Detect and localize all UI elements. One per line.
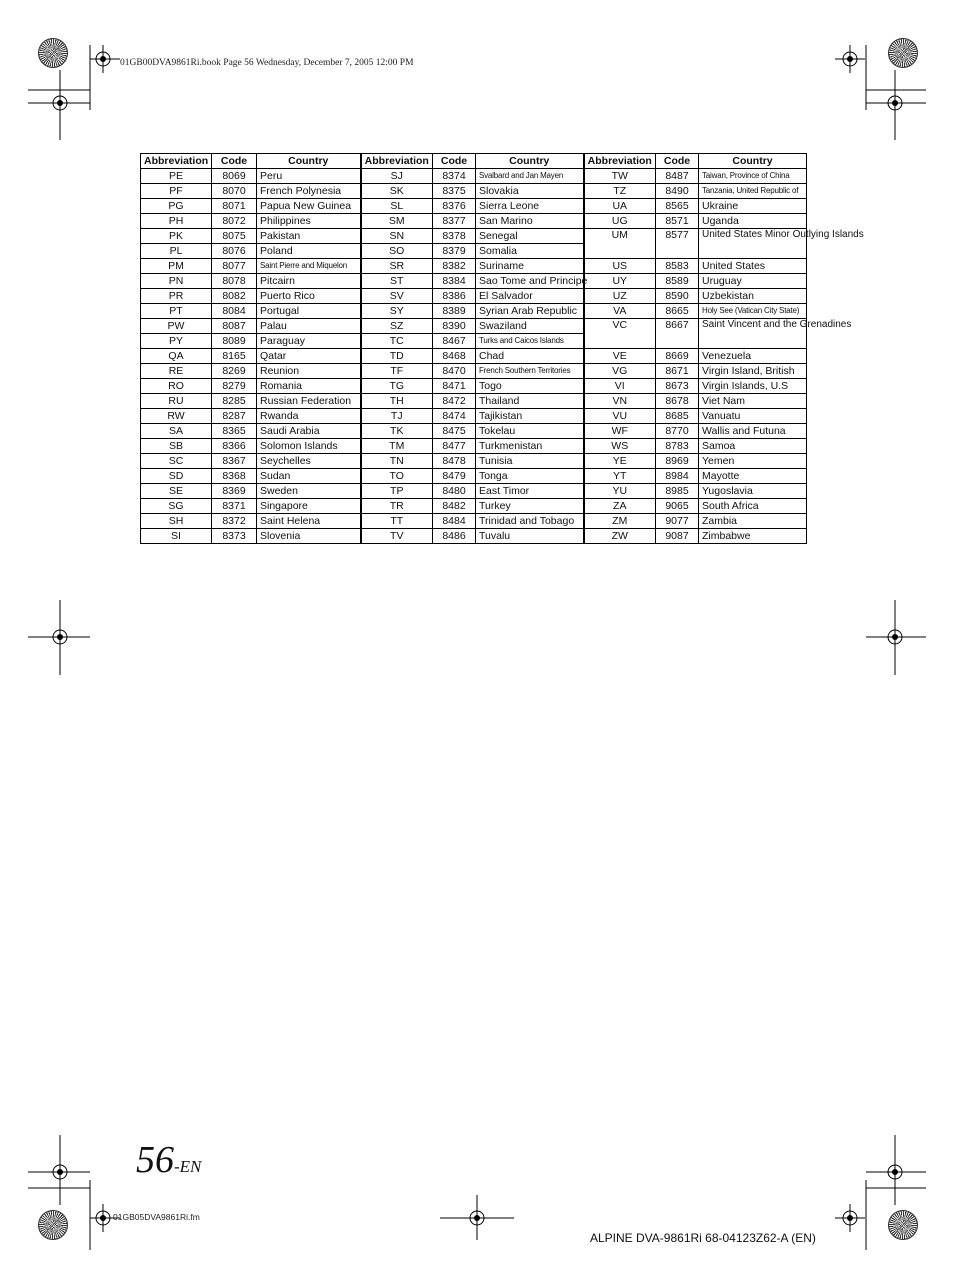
abbreviation-cell: TF — [361, 364, 433, 379]
abbreviation-cell: SR — [361, 259, 433, 274]
table-row — [141, 364, 807, 379]
column-header: Abbreviation — [141, 154, 212, 169]
country-cell: Russian Federation — [257, 394, 361, 409]
country-cell: East Timor — [476, 484, 584, 499]
code-cell: 8479 — [433, 469, 476, 484]
code-cell: 8279 — [212, 379, 257, 394]
code-cell: 8969 — [656, 454, 699, 469]
country-cell: Uganda — [699, 214, 807, 229]
code-cell: 8474 — [433, 409, 476, 424]
country-cell: Chad — [476, 349, 584, 364]
country-cell: Suriname — [476, 259, 584, 274]
country-cell: Thailand — [476, 394, 584, 409]
code-cell: 8486 — [433, 529, 476, 544]
country-cell: Svalbard and Jan Mayen — [476, 169, 584, 184]
code-cell: 8477 — [433, 439, 476, 454]
country-cell: Saint Vincent and the Grenadines — [699, 319, 807, 349]
country-cell: Reunion — [257, 364, 361, 379]
code-cell: 8372 — [212, 514, 257, 529]
code-cell: 8565 — [656, 199, 699, 214]
country-cell: Paraguay — [257, 334, 361, 349]
country-cell: Solomon Islands — [257, 439, 361, 454]
code-cell: 8070 — [212, 184, 257, 199]
abbreviation-cell: RU — [141, 394, 212, 409]
abbreviation-cell: TP — [361, 484, 433, 499]
abbreviation-cell: TK — [361, 424, 433, 439]
abbreviation-cell: RE — [141, 364, 212, 379]
code-cell: 8382 — [433, 259, 476, 274]
code-cell: 8665 — [656, 304, 699, 319]
country-cell: Rwanda — [257, 409, 361, 424]
abbreviation-cell: TZ — [584, 184, 656, 199]
country-cell: Zimbabwe — [699, 529, 807, 544]
country-cell: Taiwan, Province of China — [699, 169, 807, 184]
country-cell: Somalia — [476, 244, 584, 259]
abbreviation-cell: PW — [141, 319, 212, 334]
code-cell: 8084 — [212, 304, 257, 319]
code-cell: 8484 — [433, 514, 476, 529]
code-cell: 8667 — [656, 319, 699, 349]
table-row — [141, 319, 807, 334]
table-row — [141, 349, 807, 364]
abbreviation-cell: YE — [584, 454, 656, 469]
table-row — [141, 514, 807, 529]
country-cell: Tokelau — [476, 424, 584, 439]
abbreviation-cell: SB — [141, 439, 212, 454]
code-cell: 8072 — [212, 214, 257, 229]
country-cell: El Salvador — [476, 289, 584, 304]
code-cell: 8685 — [656, 409, 699, 424]
code-cell: 8365 — [212, 424, 257, 439]
abbreviation-cell: TT — [361, 514, 433, 529]
table-row — [141, 454, 807, 469]
code-cell: 8487 — [656, 169, 699, 184]
abbreviation-cell: SE — [141, 484, 212, 499]
code-cell: 8075 — [212, 229, 257, 244]
code-cell: 8671 — [656, 364, 699, 379]
country-cell: Togo — [476, 379, 584, 394]
country-cell: Yugoslavia — [699, 484, 807, 499]
page-number-value: 56 — [136, 1139, 174, 1181]
code-cell: 8379 — [433, 244, 476, 259]
code-cell: 8478 — [433, 454, 476, 469]
code-cell: 9077 — [656, 514, 699, 529]
country-cell: Sao Tome and Principe — [476, 274, 584, 289]
country-cell: Venezuela — [699, 349, 807, 364]
abbreviation-cell: PN — [141, 274, 212, 289]
abbreviation-cell: SG — [141, 499, 212, 514]
code-cell: 8770 — [656, 424, 699, 439]
table-row — [141, 274, 807, 289]
code-cell: 8384 — [433, 274, 476, 289]
country-cell: Pakistan — [257, 229, 361, 244]
table-row — [141, 484, 807, 499]
code-cell: 8374 — [433, 169, 476, 184]
abbreviation-cell: SA — [141, 424, 212, 439]
country-cell: Peru — [257, 169, 361, 184]
code-cell: 8472 — [433, 394, 476, 409]
code-cell: 8378 — [433, 229, 476, 244]
abbreviation-cell: UG — [584, 214, 656, 229]
country-cell: South Africa — [699, 499, 807, 514]
abbreviation-cell: PH — [141, 214, 212, 229]
country-cell: Viet Nam — [699, 394, 807, 409]
footer-model-line: ALPINE DVA-9861Ri 68-04123Z62-A (EN) — [590, 1231, 816, 1245]
abbreviation-cell: SJ — [361, 169, 433, 184]
abbreviation-cell: VI — [584, 379, 656, 394]
table-row — [141, 499, 807, 514]
abbreviation-cell: TV — [361, 529, 433, 544]
abbreviation-cell: VC — [584, 319, 656, 349]
code-cell: 8377 — [433, 214, 476, 229]
footer-filename: 01GB05DVA9861Ri.fm — [113, 1212, 200, 1222]
table-row — [141, 169, 807, 184]
abbreviation-cell: SH — [141, 514, 212, 529]
abbreviation-cell: QA — [141, 349, 212, 364]
abbreviation-cell: SO — [361, 244, 433, 259]
country-cell: Singapore — [257, 499, 361, 514]
abbreviation-cell: TD — [361, 349, 433, 364]
code-cell: 8669 — [656, 349, 699, 364]
code-cell: 8078 — [212, 274, 257, 289]
code-cell: 8985 — [656, 484, 699, 499]
code-cell: 8376 — [433, 199, 476, 214]
code-cell: 9087 — [656, 529, 699, 544]
abbreviation-cell: TH — [361, 394, 433, 409]
abbreviation-cell: VU — [584, 409, 656, 424]
code-cell: 8165 — [212, 349, 257, 364]
page-language-suffix: -EN — [174, 1157, 202, 1176]
country-cell: Turks and Caicos Islands — [476, 334, 584, 349]
abbreviation-cell: TJ — [361, 409, 433, 424]
column-header: Country — [476, 154, 584, 169]
table-row — [141, 469, 807, 484]
abbreviation-cell: ST — [361, 274, 433, 289]
code-cell: 8077 — [212, 259, 257, 274]
abbreviation-cell: PY — [141, 334, 212, 349]
country-cell: Qatar — [257, 349, 361, 364]
code-cell: 8287 — [212, 409, 257, 424]
abbreviation-cell: UM — [584, 229, 656, 259]
country-cell: Virgin Island, British — [699, 364, 807, 379]
table-row — [141, 424, 807, 439]
table-row — [141, 289, 807, 304]
code-cell: 8375 — [433, 184, 476, 199]
code-cell: 8467 — [433, 334, 476, 349]
color-rosette-icon — [38, 1210, 68, 1240]
code-cell: 8571 — [656, 214, 699, 229]
code-cell: 8368 — [212, 469, 257, 484]
country-cell: Tuvalu — [476, 529, 584, 544]
country-cell: Samoa — [699, 439, 807, 454]
book-header: 01GB00DVA9861Ri.book Page 56 Wednesday, December 7, 2005 12:00 PM — [120, 58, 414, 68]
table-row — [141, 439, 807, 454]
table-body — [141, 169, 864, 544]
country-cell: Sierra Leone — [476, 199, 584, 214]
country-cell: Yemen — [699, 454, 807, 469]
abbreviation-cell: ZW — [584, 529, 656, 544]
country-cell: Saudi Arabia — [257, 424, 361, 439]
column-header: Abbreviation — [584, 154, 656, 169]
country-cell: Romania — [257, 379, 361, 394]
abbreviation-cell: TW — [584, 169, 656, 184]
abbreviation-cell: VN — [584, 394, 656, 409]
code-cell: 9065 — [656, 499, 699, 514]
abbreviation-cell: VA — [584, 304, 656, 319]
code-cell: 8082 — [212, 289, 257, 304]
abbreviation-cell: RO — [141, 379, 212, 394]
abbreviation-cell: SL — [361, 199, 433, 214]
abbreviation-cell: SC — [141, 454, 212, 469]
country-cell: Tunisia — [476, 454, 584, 469]
abbreviation-cell: ZA — [584, 499, 656, 514]
code-cell: 8269 — [212, 364, 257, 379]
abbreviation-cell: UZ — [584, 289, 656, 304]
abbreviation-cell: TC — [361, 334, 433, 349]
abbreviation-cell: US — [584, 259, 656, 274]
code-cell: 8087 — [212, 319, 257, 334]
code-cell: 8470 — [433, 364, 476, 379]
code-cell: 8069 — [212, 169, 257, 184]
abbreviation-cell: TR — [361, 499, 433, 514]
abbreviation-cell: SY — [361, 304, 433, 319]
abbreviation-cell: WS — [584, 439, 656, 454]
abbreviation-cell: SZ — [361, 319, 433, 334]
country-cell: Sudan — [257, 469, 361, 484]
country-cell: Senegal — [476, 229, 584, 244]
table-row — [141, 214, 807, 229]
country-cell: Saint Pierre and Miquelon — [257, 259, 361, 274]
code-cell: 8071 — [212, 199, 257, 214]
abbreviation-cell: UA — [584, 199, 656, 214]
abbreviation-cell: PE — [141, 169, 212, 184]
abbreviation-cell: RW — [141, 409, 212, 424]
abbreviation-cell: WF — [584, 424, 656, 439]
country-cell: Tanzania, United Republic of — [699, 184, 807, 199]
code-cell: 8386 — [433, 289, 476, 304]
abbreviation-cell: UY — [584, 274, 656, 289]
code-cell: 8371 — [212, 499, 257, 514]
country-cell: Turkey — [476, 499, 584, 514]
code-cell: 8590 — [656, 289, 699, 304]
column-header: Code — [433, 154, 476, 169]
code-cell: 8389 — [433, 304, 476, 319]
abbreviation-cell: YU — [584, 484, 656, 499]
abbreviation-cell: PM — [141, 259, 212, 274]
column-header: Country — [699, 154, 807, 169]
country-cell: Turkmenistan — [476, 439, 584, 454]
country-cell: Palau — [257, 319, 361, 334]
country-cell: Slovenia — [257, 529, 361, 544]
country-cell: Poland — [257, 244, 361, 259]
country-cell: Pitcairn — [257, 274, 361, 289]
code-cell: 8475 — [433, 424, 476, 439]
code-cell: 8367 — [212, 454, 257, 469]
code-cell: 8285 — [212, 394, 257, 409]
country-cell: Wallis and Futuna — [699, 424, 807, 439]
country-cell: Tajikistan — [476, 409, 584, 424]
code-cell: 8583 — [656, 259, 699, 274]
country-cell: Uruguay — [699, 274, 807, 289]
abbreviation-cell: SK — [361, 184, 433, 199]
country-cell: Slovakia — [476, 184, 584, 199]
country-cell: Puerto Rico — [257, 289, 361, 304]
country-cell: Trinidad and Tobago — [476, 514, 584, 529]
abbreviation-cell: VG — [584, 364, 656, 379]
country-cell: Tonga — [476, 469, 584, 484]
country-cell: United States — [699, 259, 807, 274]
table-row — [141, 199, 807, 214]
country-cell: French Polynesia — [257, 184, 361, 199]
country-cell: Ukraine — [699, 199, 807, 214]
color-rosette-icon — [38, 38, 68, 68]
country-cell: Seychelles — [257, 454, 361, 469]
abbreviation-cell: PL — [141, 244, 212, 259]
color-rosette-icon — [888, 38, 918, 68]
country-cell: Philippines — [257, 214, 361, 229]
table-row — [141, 394, 807, 409]
abbreviation-cell: PF — [141, 184, 212, 199]
code-cell: 8482 — [433, 499, 476, 514]
country-cell: Mayotte — [699, 469, 807, 484]
code-cell: 8589 — [656, 274, 699, 289]
country-code-table — [140, 153, 864, 544]
country-cell: Vanuatu — [699, 409, 807, 424]
table-row — [141, 259, 807, 274]
abbreviation-cell: TN — [361, 454, 433, 469]
column-header: Code — [656, 154, 699, 169]
country-cell: San Marino — [476, 214, 584, 229]
abbreviation-cell: ZM — [584, 514, 656, 529]
country-cell: French Southern Territories — [476, 364, 584, 379]
abbreviation-cell: SI — [141, 529, 212, 544]
country-cell: Swaziland — [476, 319, 584, 334]
abbreviation-cell: PT — [141, 304, 212, 319]
code-cell: 8369 — [212, 484, 257, 499]
column-header: Abbreviation — [361, 154, 433, 169]
code-cell: 8783 — [656, 439, 699, 454]
abbreviation-cell: YT — [584, 469, 656, 484]
column-header: Country — [257, 154, 361, 169]
code-cell: 8471 — [433, 379, 476, 394]
table-row — [141, 379, 807, 394]
table-row — [141, 529, 807, 544]
country-cell: Papua New Guinea — [257, 199, 361, 214]
code-cell: 8984 — [656, 469, 699, 484]
code-cell: 8373 — [212, 529, 257, 544]
country-cell: Virgin Islands, U.S — [699, 379, 807, 394]
country-cell: United States Minor Outlying Islands — [699, 229, 807, 259]
country-cell: Portugal — [257, 304, 361, 319]
code-cell: 8390 — [433, 319, 476, 334]
abbreviation-cell: SN — [361, 229, 433, 244]
abbreviation-cell: PR — [141, 289, 212, 304]
code-cell: 8076 — [212, 244, 257, 259]
table-row — [141, 304, 807, 319]
country-cell: Saint Helena — [257, 514, 361, 529]
code-cell: 8673 — [656, 379, 699, 394]
country-cell: Zambia — [699, 514, 807, 529]
abbreviation-cell: PG — [141, 199, 212, 214]
country-cell: Holy See (Vatican City State) — [699, 304, 807, 319]
abbreviation-cell: VE — [584, 349, 656, 364]
code-cell: 8366 — [212, 439, 257, 454]
code-cell: 8480 — [433, 484, 476, 499]
abbreviation-cell: TM — [361, 439, 433, 454]
code-cell: 8678 — [656, 394, 699, 409]
table-header-row — [141, 154, 807, 169]
abbreviation-cell: PK — [141, 229, 212, 244]
color-rosette-icon — [888, 1210, 918, 1240]
abbreviation-cell: SM — [361, 214, 433, 229]
code-cell: 8468 — [433, 349, 476, 364]
table-row — [141, 409, 807, 424]
code-cell: 8089 — [212, 334, 257, 349]
abbreviation-cell: SD — [141, 469, 212, 484]
abbreviation-cell: TO — [361, 469, 433, 484]
code-cell: 8577 — [656, 229, 699, 259]
abbreviation-cell: SV — [361, 289, 433, 304]
country-cell: Uzbekistan — [699, 289, 807, 304]
country-cell: Sweden — [257, 484, 361, 499]
page-number — [136, 1138, 201, 1182]
table-row — [141, 229, 807, 244]
column-header: Code — [212, 154, 257, 169]
abbreviation-cell: TG — [361, 379, 433, 394]
table-row — [141, 184, 807, 199]
code-cell: 8490 — [656, 184, 699, 199]
country-cell: Syrian Arab Republic — [476, 304, 584, 319]
